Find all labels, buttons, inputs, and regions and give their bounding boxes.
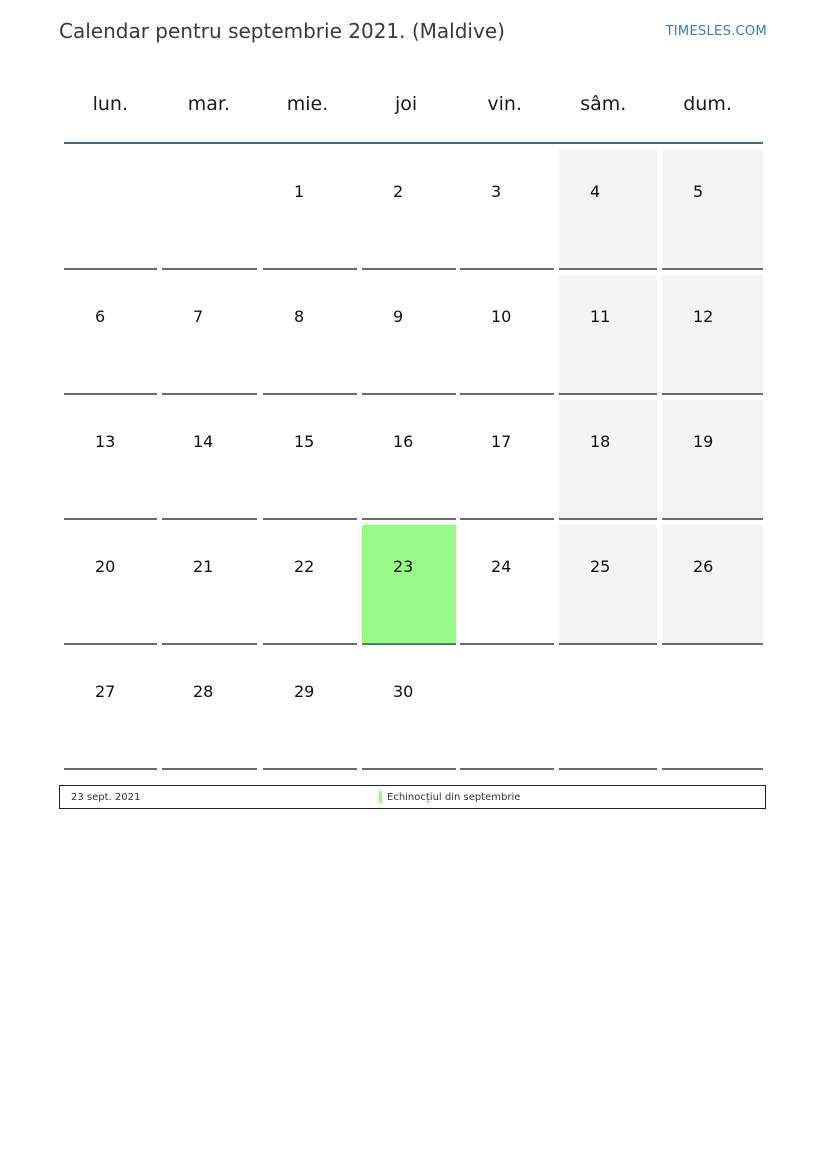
calendar-week-row <box>64 150 763 275</box>
calendar-day-cell <box>662 525 763 645</box>
day-number: 29 <box>294 682 315 701</box>
calendar-day-cell <box>64 400 157 520</box>
calendar-day-cell <box>362 400 456 520</box>
holiday-color-marker <box>379 791 382 803</box>
calendar-week-row <box>64 650 763 775</box>
day-number: 28 <box>193 682 214 701</box>
calendar-day-cell <box>362 275 456 395</box>
calendar-day-cell <box>162 650 257 770</box>
day-number: 1 <box>294 182 305 201</box>
calendar-week-row <box>64 275 763 400</box>
holiday-legend <box>59 785 766 809</box>
calendar-day-cell <box>559 400 657 520</box>
header-divider <box>64 142 763 144</box>
day-number: 15 <box>294 432 315 451</box>
day-number: 30 <box>393 682 414 701</box>
calendar-day-cell <box>263 150 357 270</box>
calendar-day-cell <box>263 650 357 770</box>
weekday-label: vin. <box>487 93 522 115</box>
day-number: 8 <box>294 307 305 326</box>
calendar-day-cell <box>263 275 357 395</box>
calendar-day-cell <box>662 400 763 520</box>
calendar-empty-cell <box>162 150 257 270</box>
weekday-label: sâm. <box>580 93 627 115</box>
holiday-date: 23 sept. 2021 <box>71 792 141 803</box>
calendar-day-cell <box>64 525 157 645</box>
day-number: 7 <box>193 307 204 326</box>
holiday-name: Echinocțiul din septembrie <box>387 792 521 803</box>
day-number: 13 <box>95 432 116 451</box>
calendar-day-cell <box>662 150 763 270</box>
day-number: 25 <box>590 557 611 576</box>
day-number: 5 <box>693 182 704 201</box>
day-number: 23 <box>393 557 414 576</box>
calendar-day-cell <box>162 275 257 395</box>
calendar-day-cell <box>263 525 357 645</box>
calendar-empty-cell <box>662 650 763 770</box>
day-number: 14 <box>193 432 214 451</box>
calendar-day-cell <box>64 650 157 770</box>
calendar-day-cell <box>263 400 357 520</box>
weekday-header <box>61 90 763 118</box>
weekday-label: mar. <box>187 93 231 115</box>
calendar-day-cell <box>460 275 554 395</box>
calendar-day-cell <box>559 275 657 395</box>
day-number: 3 <box>491 182 502 201</box>
day-number: 4 <box>590 182 601 201</box>
calendar-empty-cell <box>64 150 157 270</box>
weekday-label: mie. <box>286 93 329 115</box>
calendar-day-cell <box>559 525 657 645</box>
calendar-week-row <box>64 525 763 650</box>
calendar-day-cell <box>460 525 554 645</box>
day-number: 18 <box>590 432 611 451</box>
calendar-empty-cell <box>460 650 554 770</box>
day-number: 2 <box>393 182 404 201</box>
day-number: 20 <box>95 557 116 576</box>
day-number: 11 <box>590 307 611 326</box>
calendar-day-cell <box>162 400 257 520</box>
calendar-day-cell <box>64 275 157 395</box>
calendar-day-cell <box>559 150 657 270</box>
day-number: 19 <box>693 432 714 451</box>
day-number: 16 <box>393 432 414 451</box>
weekday-label: dum. <box>683 93 732 115</box>
day-number: 6 <box>95 307 106 326</box>
calendar-grid <box>64 150 763 775</box>
calendar-day-cell <box>662 275 763 395</box>
day-number: 24 <box>491 557 512 576</box>
weekday-label: joi <box>394 93 418 115</box>
calendar-week-row <box>64 400 763 525</box>
page-title: Calendar pentru septembrie 2021. (Maldive) <box>59 19 505 43</box>
day-number: 27 <box>95 682 116 701</box>
day-number: 22 <box>294 557 315 576</box>
calendar-day-cell <box>162 525 257 645</box>
calendar-day-cell <box>362 525 456 645</box>
brand-link[interactable]: TIMESLES.COM <box>665 24 767 39</box>
calendar-day-cell <box>362 150 456 270</box>
calendar-day-cell <box>460 150 554 270</box>
calendar-day-cell <box>460 400 554 520</box>
day-number: 9 <box>393 307 404 326</box>
day-number: 12 <box>693 307 714 326</box>
calendar-empty-cell <box>559 650 657 770</box>
day-number: 10 <box>491 307 512 326</box>
day-number: 17 <box>491 432 512 451</box>
calendar-day-cell <box>362 650 456 770</box>
day-number: 21 <box>193 557 214 576</box>
weekday-label: lun. <box>92 93 128 115</box>
day-number: 26 <box>693 557 714 576</box>
